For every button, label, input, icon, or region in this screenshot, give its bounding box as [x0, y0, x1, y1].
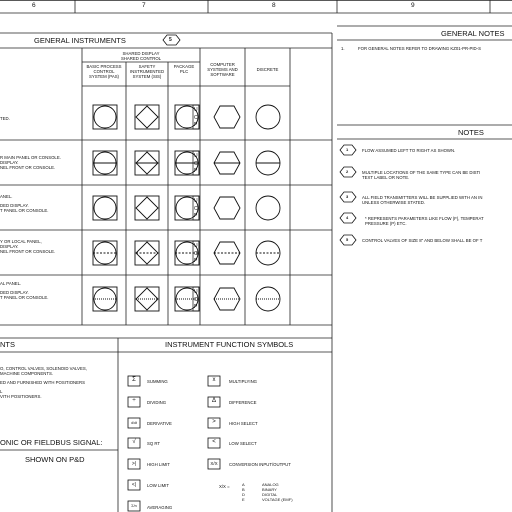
label-low-limit: LOW LIMIT — [147, 483, 169, 488]
zone-number-7: 7 — [142, 2, 146, 9]
general-instruments-title: GENERAL INSTRUMENTS — [34, 36, 126, 45]
row-text-4: Y OR LOCAL PANEL, DISPLAY. NEL FRONT OR CONSOLE. — [0, 239, 56, 254]
signal-title: ONIC OR FIELDBUS SIGNAL: — [0, 438, 103, 447]
row-text-5: AL PANEL. DED DISPLAY. T PANEL OR CONSOLE. — [0, 281, 49, 300]
conversion-code-labels: ANALOG BINARY DIGITAL VOLTAGE (EMF) — [262, 482, 293, 502]
glyph-multiplying: x — [212, 377, 216, 383]
column-header-discrete: DISCRETE — [256, 67, 279, 72]
general-notes-title: GENERAL NOTES — [441, 29, 505, 38]
glyph-high-limit: >| — [131, 461, 137, 467]
label-high-limit: HIGH LIMIT — [147, 462, 170, 467]
note-marker-4: 4 — [346, 215, 349, 220]
ucp-label-row2: U C P — [194, 153, 198, 174]
note-marker-5: 5 — [346, 237, 349, 242]
label-sqrt: SQ RT — [147, 441, 161, 446]
label-summing: SUMMING — [147, 379, 168, 384]
notes-title: NOTES — [458, 128, 484, 137]
label-averaging: AVERAGING — [147, 505, 173, 510]
glyph-sqrt: √ — [132, 439, 136, 445]
label-derivative: DERIVATIVE — [147, 421, 172, 426]
general-note-1-num: 1. — [341, 46, 345, 51]
row-text-1: TED. — [0, 116, 10, 121]
glyph-low-limit: <| — [131, 482, 137, 488]
column-header-plc: PACKAGE PLC — [173, 64, 195, 74]
note-3-text: ALL FIELD TRANSMITTERS WILL BE SUPPLIED WITH AN IN UNLESS OTHERWISE STATED. — [362, 195, 483, 205]
note-marker-3: 3 — [346, 194, 349, 199]
note-marker-2: 2 — [346, 169, 349, 174]
glyph-averaging: Σ/n — [131, 504, 137, 508]
conversion-codes: A B D E — [242, 482, 245, 502]
group-header-line2: SHARED CONTROL — [120, 56, 162, 61]
label-dividing: DIVIDING — [147, 400, 167, 405]
note-5-text: CONTROL VALVES OF SIZE 8" AND BELOW SHALL BE OF T — [362, 238, 483, 243]
note-4-text: * REPRESENTS PARAMETERS LIKE FLOW (F), TEMPERAT PRESSURE (P) ETC. — [365, 216, 484, 226]
label-difference: DIFFERENCE — [229, 400, 257, 405]
function-symbols-title: INSTRUMENT FUNCTION SYMBOLS — [165, 340, 294, 349]
general-note-1-text: FOR GENERAL NOTES REFER TO DRAWING KZ01-PR-PID-S — [358, 46, 481, 51]
note-2-text: MULTIPLE LOCATIONS OF THE SAME TYPE CAN BE DISTI TEXT LABEL OR NOTE. — [362, 170, 481, 180]
note-ref-number: 5 — [169, 37, 172, 43]
left-lower-text: O, CONTROL VALVES, SOLENOID VALVES, MACHINE COMPONENTS. ED AND FURNISHED WITH POSITIONERS L VITH POSITIONERS. — [0, 366, 87, 399]
ucp-label-row5: U C P — [194, 289, 198, 310]
column-header-pas: BASIC PROCESS CONTROL SYSTEM (PAS) — [86, 64, 122, 79]
label-multiplying: MULTIPLYING — [229, 379, 258, 384]
column-header-sis: SAFETY INSTRUMENTED SYSTEM (SIS) — [129, 64, 165, 79]
glyph-difference: Δ — [211, 398, 216, 404]
glyph-derivative: d/dt — [131, 421, 137, 425]
left-lower-title: NTS — [0, 340, 15, 349]
group-header-line1: SHARED DISPLAY — [122, 51, 160, 56]
column-header-computer: COMPUTER SYSTEMS AND SOFTWARE — [207, 62, 238, 77]
note-marker-1: 1 — [346, 147, 349, 152]
zone-number-6: 6 — [32, 2, 36, 9]
glyph-low-select: < — [212, 439, 216, 445]
row-text-2: R MAIN PANEL OR CONSOLE. DISPLAY. NEL FRONT OR CONSOLE. — [0, 155, 61, 170]
zone-number-9: 9 — [411, 2, 415, 9]
signal-subtitle: SHOWN ON P&D — [25, 455, 85, 464]
glyph-dividing: ÷ — [132, 398, 136, 404]
row-text-3: ANEL. DED DISPLAY. T PANEL OR CONSOLE. — [0, 194, 49, 213]
ucp-label-row1: U C P — [194, 107, 198, 128]
label-low-select: LOW SELECT — [229, 441, 257, 446]
shared-display-header — [82, 51, 200, 61]
glyph-high-select: > — [212, 419, 216, 425]
glyph-summing: Σ — [132, 377, 136, 383]
label-high-select: HIGH SELECT — [229, 421, 258, 426]
ucp-label-row4: U C P — [194, 243, 198, 264]
zone-number-8: 8 — [272, 2, 276, 9]
glyph-conversion: X/X — [210, 461, 218, 466]
label-conversion: CONVERSION INPUT/OUTPUT — [229, 462, 291, 467]
ucp-label-row3: U C P — [194, 198, 198, 219]
conversion-key: X/X = — [219, 484, 230, 489]
note-1-text: FLOW ASSUMED LEFT TO RIGHT AS SHOWN. — [362, 148, 456, 153]
